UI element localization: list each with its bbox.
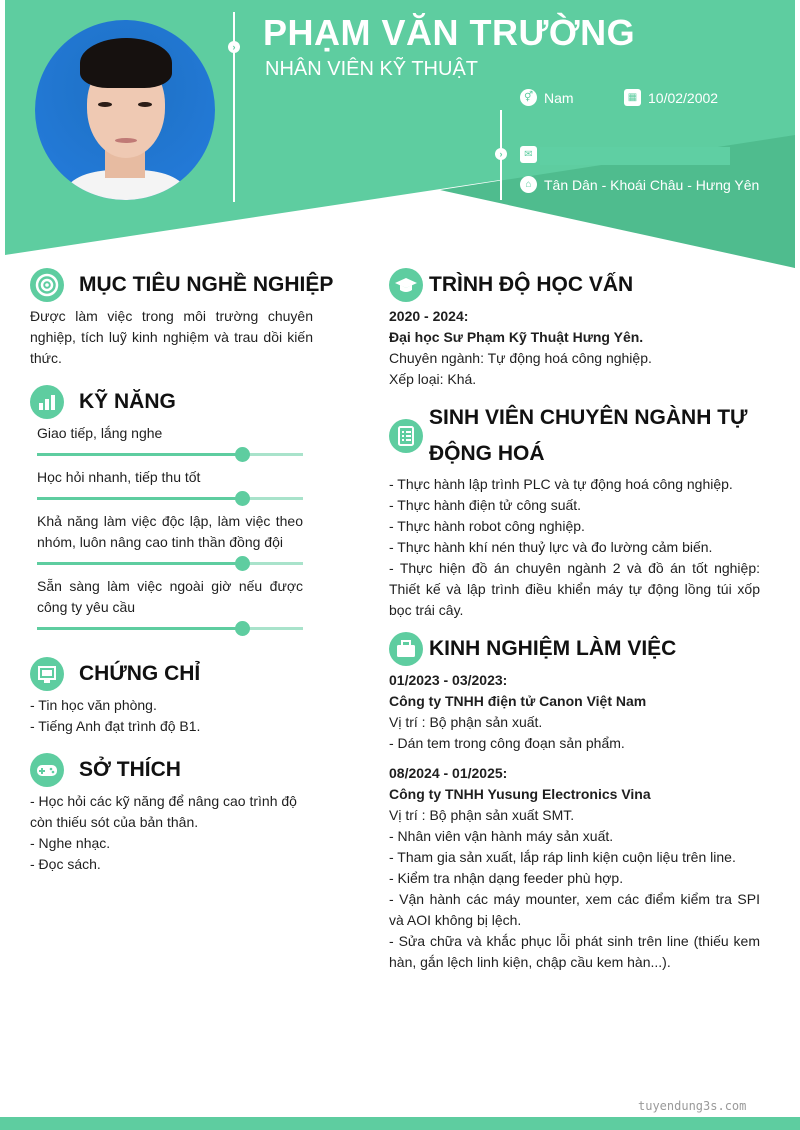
- education-heading: [389, 267, 633, 303]
- education-period: 2020 - 2024:: [389, 308, 469, 324]
- skill-level-knob: [235, 491, 250, 506]
- hobbies-heading: [30, 752, 181, 788]
- job-line: - Vận hành các máy mounter, xem các điểm kiểm tra SPI và AOI không bị lệch.: [389, 891, 760, 928]
- skill-item: [37, 423, 303, 456]
- job-line: - Kiểm tra nhận dạng feeder phù hợp.: [389, 870, 624, 886]
- briefcase-icon: [389, 632, 423, 666]
- student-item: - Thực hành lập trình PLC và tự động hoá công nghiệp.: [389, 476, 733, 492]
- objective-title: MỤC TIÊU NGHỀ NGHIỆP: [79, 273, 334, 296]
- address-info: [520, 176, 759, 193]
- birthday-info: [624, 89, 718, 106]
- skill-level-bar: [37, 562, 303, 565]
- skill-label: Học hỏi nhanh, tiếp thu tốt: [37, 469, 201, 485]
- profile-photo: [35, 20, 215, 200]
- gamepad-icon: [30, 753, 64, 787]
- calendar-icon: ▦: [624, 89, 641, 106]
- skill-level-knob: [235, 447, 250, 462]
- gender-icon: ⚥: [520, 89, 537, 106]
- job-company: Công ty TNHH Yusung Electronics Vina: [389, 786, 651, 802]
- objective-heading: [30, 267, 333, 303]
- chevron-right-icon: ›: [495, 148, 507, 160]
- skill-level-knob: [235, 556, 250, 571]
- skill-level-fill: [37, 497, 242, 500]
- hobbies-list: [30, 791, 320, 875]
- hobby-item: - Nghe nhạc.: [30, 835, 111, 851]
- certificate-item: - Tin học văn phòng.: [30, 697, 157, 713]
- gender-value: Nam: [544, 89, 574, 106]
- email-redaction: [540, 147, 730, 165]
- experience-title: KINH NGHIỆM LÀM VIỆC: [429, 637, 677, 660]
- job-line: - Sửa chữa và khắc phục lỗi phát sinh trên line (thiếu kem hàn, gắn lệch linh kiện, chập cầu kem hàn...).: [389, 933, 760, 970]
- experience-job: [389, 763, 760, 973]
- skill-level-bar: [37, 497, 303, 500]
- objective-text: Được làm việc trong môi trường chuyên nghiệp, tích luỹ kinh nghiệm và trau dồi kiến thức.: [30, 308, 313, 366]
- skills-title: KỸ NĂNG: [79, 390, 176, 413]
- skill-label: Giao tiếp, lắng nghe: [37, 425, 163, 441]
- bar-chart-icon: [30, 385, 64, 419]
- student-heading: [389, 400, 759, 472]
- footer-bar: [0, 1117, 800, 1130]
- watermark-text: tuyendung3s.com: [638, 1099, 747, 1113]
- skill-level-bar: [37, 453, 303, 456]
- job-line: - Tham gia sản xuất, lắp ráp linh kiện cuộn liệu trên line.: [389, 849, 736, 865]
- candidate-job-title: NHÂN VIÊN KỸ THUẬT: [265, 58, 478, 80]
- experience-heading: [389, 631, 676, 667]
- student-item: - Thực hành robot công nghiệp.: [389, 518, 585, 534]
- certificates-title: CHỨNG CHỈ: [79, 662, 201, 685]
- target-icon: [30, 268, 64, 302]
- experience-job: [389, 670, 760, 754]
- education-title: TRÌNH ĐỘ HỌC VẤN: [429, 273, 634, 296]
- skill-label: Khả năng làm việc độc lập, làm việc theo nhóm, luôn nâng cao tinh thần đồng đội: [37, 513, 303, 550]
- education-school: Đại học Sư Phạm Kỹ Thuật Hưng Yên.: [389, 329, 644, 345]
- job-period: 08/2024 - 01/2025:: [389, 765, 508, 781]
- envelope-icon: ✉: [520, 146, 537, 163]
- education-details: [389, 306, 764, 390]
- education-grade: Xếp loại: Khá.: [389, 371, 477, 387]
- chevron-right-icon: ›: [228, 41, 240, 53]
- certificate-icon: [30, 657, 64, 691]
- student-item: - Thực hành điện tử công suất.: [389, 497, 582, 513]
- skill-item: [37, 576, 303, 630]
- certificates-heading: [30, 656, 200, 692]
- home-icon: ⌂: [520, 176, 537, 193]
- skill-level-knob: [235, 621, 250, 636]
- skill-level-fill: [37, 453, 242, 456]
- student-item: - Thực hiện đồ án chuyên ngành 2 và đồ án tốt nghiệp: Thiết kế và lập trình điều khiển máy tự động lồng túi xốp bọc trái cây.: [389, 560, 760, 618]
- certificate-item: - Tiếng Anh đạt trình độ B1.: [30, 718, 201, 734]
- job-line: - Nhân viên vận hành máy sản xuất.: [389, 828, 614, 844]
- gender-info: [520, 89, 574, 106]
- hobby-item: - Học hỏi các kỹ năng để nâng cao trình độ còn thiếu sót của bản thân.: [30, 793, 297, 830]
- checklist-icon: [389, 419, 423, 453]
- student-item: - Thực hành khí nén thuỷ lực và đo lường cảm biến.: [389, 539, 713, 555]
- skill-level-bar: [37, 627, 303, 630]
- job-line: Vị trí : Bộ phận sản xuất.: [389, 714, 543, 730]
- skill-item: [37, 467, 303, 500]
- skill-level-fill: [37, 627, 242, 630]
- skill-item: [37, 511, 303, 565]
- job-period: 01/2023 - 03/2023:: [389, 672, 508, 688]
- address-value: Tân Dân - Khoái Châu - Hưng Yên: [544, 176, 760, 193]
- skills-heading: [30, 384, 176, 420]
- job-line: Vị trí : Bộ phận sản xuất SMT.: [389, 807, 575, 823]
- hobbies-title: SỞ THÍCH: [79, 758, 181, 781]
- student-title: SINH VIÊN CHUYÊN NGÀNH TỰ ĐỘNG HOÁ: [429, 406, 748, 465]
- birthday-value: 10/02/2002: [648, 89, 719, 106]
- job-company: Công ty TNHH điện tử Canon Việt Nam: [389, 693, 647, 709]
- header-banner: [0, 0, 800, 270]
- skill-level-fill: [37, 562, 242, 565]
- skill-label: Sẵn sàng làm việc ngoài giờ nếu được công ty yêu cầu: [37, 578, 303, 615]
- hobby-item: - Đọc sách.: [30, 856, 101, 872]
- student-list: [389, 474, 760, 621]
- candidate-name: PHẠM VĂN TRƯỜNG: [263, 12, 636, 53]
- certificates-list: [30, 695, 313, 737]
- education-major: Chuyên ngành: Tự động hoá công nghiệp.: [389, 350, 652, 366]
- graduation-cap-icon: [389, 268, 423, 302]
- job-line: - Dán tem trong công đoạn sản phẩm.: [389, 735, 625, 751]
